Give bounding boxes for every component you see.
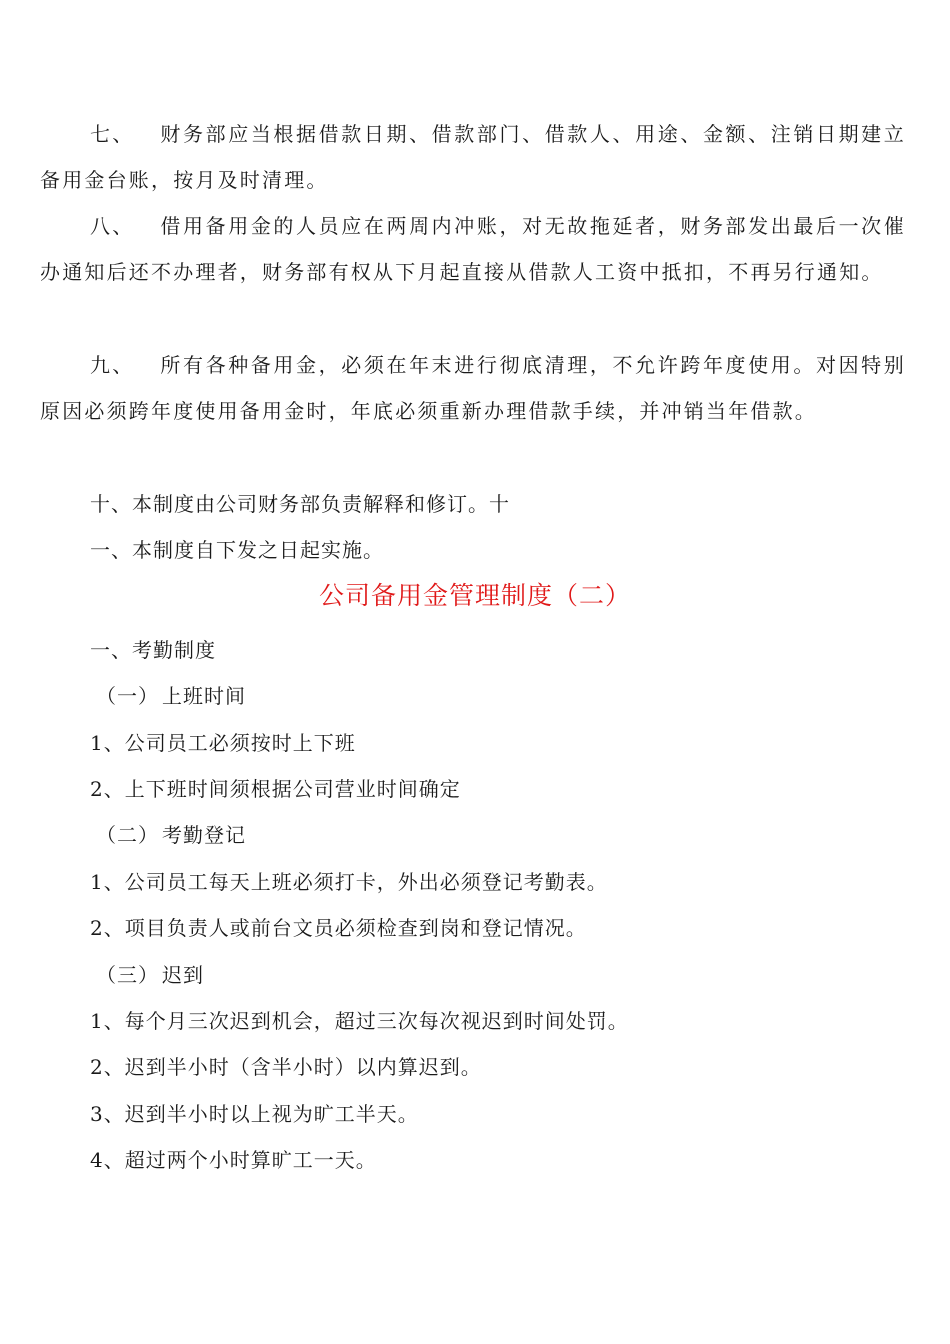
list-item: 2、上下班时间须根据公司营业时间确定 bbox=[90, 777, 461, 801]
list-item: 2、项目负责人或前台文员必须检查到岗和登记情况。 bbox=[90, 916, 587, 940]
list-item: 4、超过两个小时算旷工一天。 bbox=[90, 1148, 377, 1172]
clause-11-line: 一、本制度自下发之日起实施。 bbox=[90, 538, 384, 562]
subsection-label: 考勤登记 bbox=[162, 823, 246, 847]
subsection-heading bbox=[96, 952, 204, 998]
clause-number: 九、 bbox=[90, 353, 135, 377]
subsection-number: （三） bbox=[96, 963, 159, 987]
subsection-number: （一） bbox=[96, 684, 159, 708]
subsection-label: 迟到 bbox=[162, 963, 204, 987]
list-item: 1、公司员工每天上班必须打卡，外出必须登记考勤表。 bbox=[90, 870, 608, 894]
clause-7 bbox=[40, 111, 906, 203]
list-item: 1、公司员工必须按时上下班 bbox=[90, 731, 356, 755]
clause-8 bbox=[40, 203, 906, 295]
list-item: 1、每个月三次迟到机会，超过三次每次视迟到时间处罚。 bbox=[90, 1009, 629, 1033]
clause-text: 所有各种备用金，必须在年末进行彻底清理，不允许跨年度使用。对因特别原因必须跨年度使用备用金时，年底必须重新办理借款手续，并冲销当年借款。 bbox=[40, 353, 906, 423]
clause-10-line: 十、本制度由公司财务部负责解释和修订。十 bbox=[90, 492, 510, 516]
clause-number: 七、 bbox=[90, 122, 135, 146]
clause-text: 借用备用金的人员应在两周内冲账，对无故拖延者，财务部发出最后一次催办通知后还不办理者，财务部有权从下月起直接从借款人工资中抵扣，不再另行通知。 bbox=[40, 214, 906, 284]
section-title: 公司备用金管理制度（二） bbox=[318, 581, 631, 610]
clause-number: 八、 bbox=[90, 214, 135, 238]
clause-9 bbox=[40, 342, 906, 434]
subsection-number: （二） bbox=[96, 823, 159, 847]
subsection-heading bbox=[96, 812, 246, 858]
subsection-label: 上班时间 bbox=[162, 684, 246, 708]
chapter-heading: 一、考勤制度 bbox=[90, 638, 216, 662]
subsection-heading bbox=[96, 673, 246, 719]
list-item: 2、迟到半小时（含半小时）以内算迟到。 bbox=[90, 1055, 482, 1079]
clause-text: 财务部应当根据借款日期、借款部门、借款人、用途、金额、注销日期建立备用金台账，按月及时清理。 bbox=[40, 122, 906, 192]
list-item: 3、迟到半小时以上视为旷工半天。 bbox=[90, 1102, 419, 1126]
